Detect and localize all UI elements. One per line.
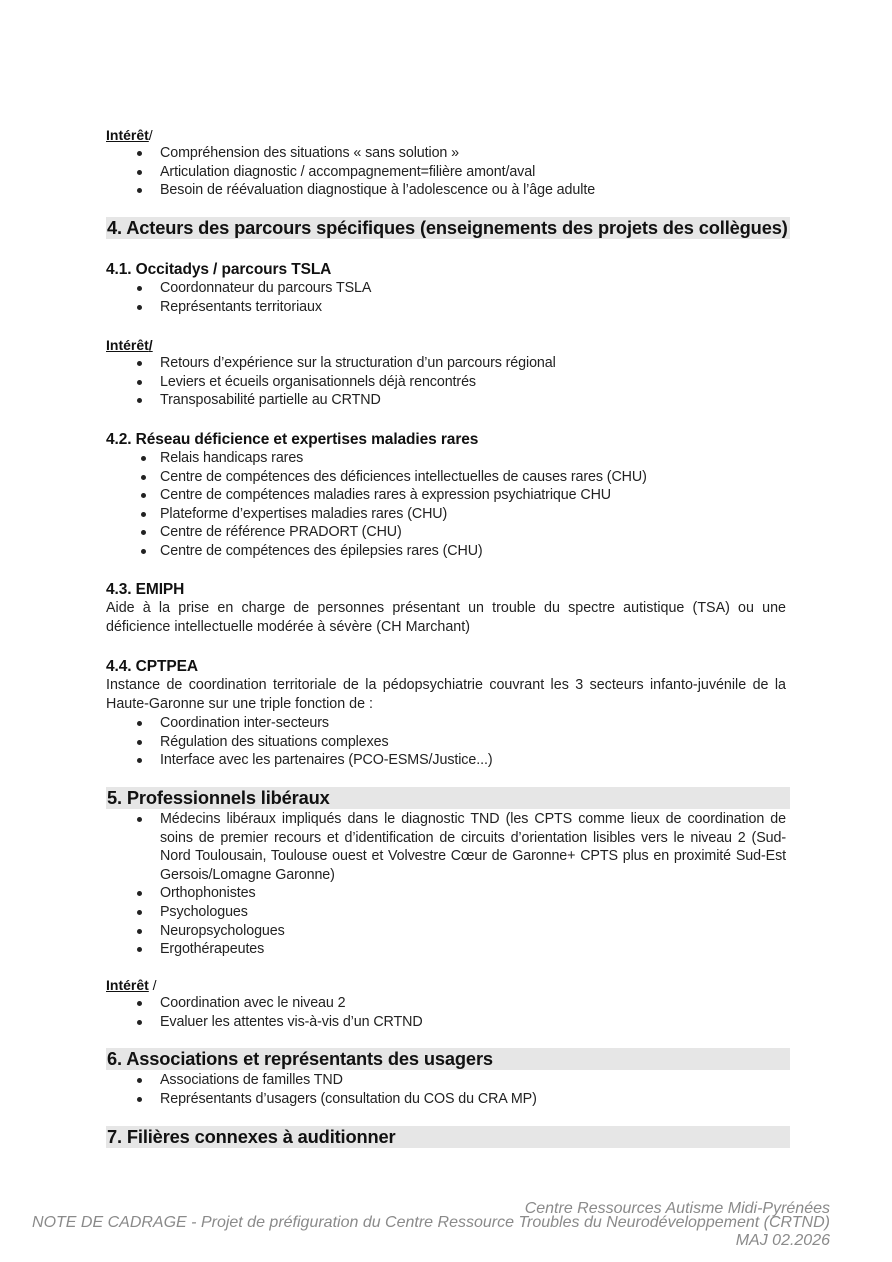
section-4-4-text: Instance de coordination territoriale de la pédopsychiatrie couvrant les 3 secteurs infanto-juvénile de la Haute-Garonne sur une triple fonction de :: [106, 677, 786, 712]
list-item: Neuropsychologues: [106, 922, 789, 941]
list-item: Représentants d’usagers (consultation du COS du CRA MP): [106, 1090, 789, 1109]
intro-interet-block: [106, 126, 789, 200]
list-item: Centre de compétences des épilepsies rares (CHU): [106, 542, 789, 561]
list-item: Orthophonistes: [106, 884, 789, 903]
interet-slash: /: [148, 337, 153, 353]
section-4-2-list: [106, 449, 789, 561]
list-item: Interface avec les partenaires (PCO-ESMS/Justice...): [106, 751, 789, 770]
list-item: Plateforme d’expertises maladies rares (CHU): [106, 505, 789, 524]
section-4-4-list: [106, 714, 789, 770]
list-item: Articulation diagnostic / accompagnement=filière amont/aval: [106, 163, 789, 182]
section-4-1-heading: 4.1. Occitadys / parcours TSLA: [106, 261, 332, 278]
list-item: Médecins libéraux impliqués dans le diagnostic TND (les CPTS comme lieux de coordination de soins de premier recours et d’identification de circuits d’orientation lisibles vers le niveau 2 (Sud-Nord Toulousain, Toulouse ouest et Volvestre Cœur de Garonne+ CPTS plus en proximité Sud-Est Gersois/Lomagne Garonne): [106, 810, 789, 884]
interet-slash: /: [148, 977, 157, 993]
list-item: Centre de compétences des déficiences intellectuelles de causes rares (CHU): [106, 468, 789, 487]
section-5-interet: [106, 976, 789, 1031]
section-4-3-text: Aide à la prise en charge de personnes présentant un trouble du spectre autistique (TSA) ou une déficience intellectuelle modérée à sévère (CH Marchant): [106, 600, 786, 635]
interet-slash: /: [148, 127, 153, 143]
section-6-heading: 6. Associations et représentants des usagers: [106, 1048, 790, 1070]
section-4-heading: 4. Acteurs des parcours spécifiques (enseignements des projets des collègues): [106, 217, 790, 239]
list-item: Centre de référence PRADORT (CHU): [106, 523, 789, 542]
list-item: Retours d’expérience sur la structuration d’un parcours régional: [106, 354, 789, 373]
section-4-1-list: [106, 279, 789, 316]
interet-label: [106, 336, 789, 354]
interet-label-text: Intérêt: [106, 977, 149, 993]
list-item: Ergothérapeutes: [106, 940, 789, 959]
interet-label: [106, 126, 789, 144]
section-5-list: [106, 810, 789, 959]
section-6-body: [106, 1071, 789, 1108]
section-4-2: [106, 430, 789, 561]
section-4-1-interet: [106, 336, 789, 410]
section-7-heading: 7. Filières connexes à auditionner: [106, 1126, 790, 1148]
list-item: Compréhension des situations « sans solution »: [106, 144, 789, 163]
list-item: Représentants territoriaux: [106, 298, 789, 317]
list-item: Régulation des situations complexes: [106, 733, 789, 752]
footer-organization: Centre Ressources Autisme Midi-Pyrénées: [524, 1200, 830, 1217]
interet-label-text: Intérêt: [106, 337, 149, 353]
list-item: Psychologues: [106, 903, 789, 922]
list-item: Associations de familles TND: [106, 1071, 789, 1090]
section-4-2-heading: 4.2. Réseau déficience et expertises maladies rares: [106, 431, 479, 448]
section-4-3-heading: 4.3. EMIPH: [106, 581, 185, 598]
section-4-4-heading: 4.4. CPTPEA: [106, 658, 198, 675]
list-item: Transposabilité partielle au CRTND: [106, 391, 789, 410]
section-5-body: [106, 810, 789, 959]
section-4-4: [106, 657, 789, 770]
section-4-1: [106, 260, 789, 316]
list-item: Centre de compétences maladies rares à expression psychiatrique CHU: [106, 486, 789, 505]
interet-label: [106, 976, 789, 994]
list-item: Leviers et écueils organisationnels déjà rencontrés: [106, 373, 789, 392]
list-item: Coordonnateur du parcours TSLA: [106, 279, 789, 298]
list-item: Coordination inter-secteurs: [106, 714, 789, 733]
list-item: Coordination avec le niveau 2: [106, 994, 789, 1013]
intro-interet-list: [106, 144, 789, 200]
section-6-list: [106, 1071, 789, 1108]
section-4-1-interet-list: [106, 354, 789, 410]
list-item: Evaluer les attentes vis-à-vis d’un CRTND: [106, 1013, 789, 1032]
interet-label-text: Intérêt: [106, 127, 149, 143]
list-item: Besoin de réévaluation diagnostique à l’adolescence ou à l’âge adulte: [106, 181, 789, 200]
list-item: Relais handicaps rares: [106, 449, 789, 468]
footer-note: NOTE DE CADRAGE - Projet de préfiguration du Centre Ressource Troubles du Neurodéveloppement (CRTND) MAJ 02.2026: [32, 1214, 830, 1249]
section-4-3: [106, 580, 789, 637]
section-5-heading: 5. Professionnels libéraux: [106, 787, 790, 809]
section-5-interet-list: [106, 994, 789, 1031]
